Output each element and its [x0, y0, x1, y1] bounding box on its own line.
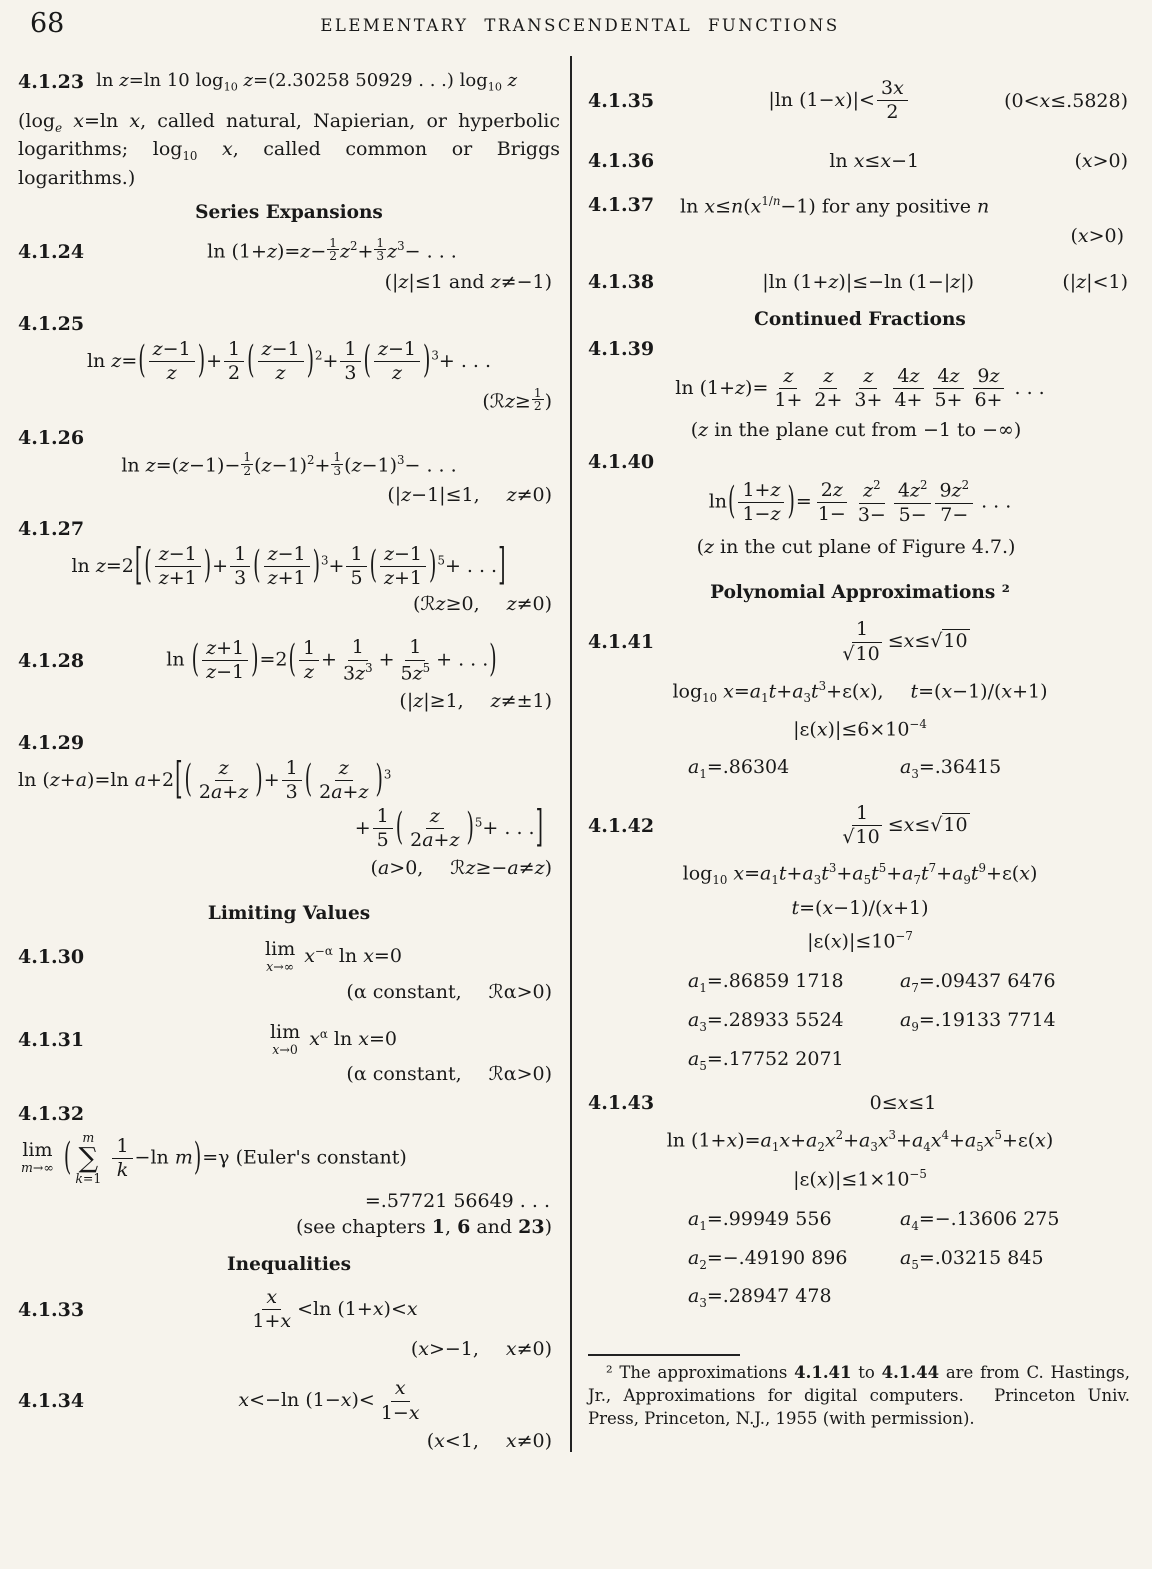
- equation-4-1-36: [588, 150, 1132, 172]
- equation-formula: lim x→0 $x^\alpha$ ln x=0: [269, 1020, 398, 1057]
- coefficient-row: [688, 1009, 1132, 1034]
- equation-error-bound: $|\varepsilon(x)|\le 1\times 10^{-5}$: [793, 1166, 927, 1190]
- equation-number: 4.1.38: [588, 270, 655, 293]
- coefficient-row: [688, 1048, 1132, 1073]
- running-title: ELEMENTARY TRANSCENDENTAL FUNCTIONS: [320, 16, 840, 35]
- coefficient: $a_7=.09437$ 6476: [900, 970, 1056, 995]
- column-right: [572, 56, 1142, 1452]
- footnote-rule: [588, 1354, 740, 1356]
- equation-number: 4.1.36: [588, 149, 655, 172]
- section-heading-continued-fractions: Continued Fractions: [754, 308, 966, 330]
- equation-number: 4.1.39: [588, 337, 655, 360]
- equation-4-1-34: [18, 1378, 560, 1452]
- equation-formula: $\log_{10} x=a_1t+a_3t^3+\varepsilon(x)$, t=(x−1)/(x+1): [672, 678, 1048, 705]
- equation-condition: (0<x≤.5828): [1004, 89, 1128, 112]
- footnote: ² The approximations 4.1.41 to 4.1.44 are from C. Hastings, Jr., Approximations for digital computers. Princeton Univ. Press, Princeton, N.J., 1955 (with permission).: [588, 1363, 1130, 1428]
- equation-row: [18, 1378, 560, 1424]
- equation-number: 4.1.29: [18, 732, 85, 755]
- equation-row: [18, 235, 560, 266]
- equation-row: [18, 1287, 560, 1333]
- coefficient-row: [688, 1285, 1132, 1310]
- equation-4-1-39: [588, 338, 1132, 442]
- section-heading-inequalities: Inequalities: [226, 1253, 352, 1275]
- coefficient: $a_3=.36415$: [900, 756, 1002, 782]
- equation-number: 4.1.28: [18, 649, 85, 672]
- equation-number: 4.1.23: [18, 70, 85, 93]
- equation-condition: (x>0): [1070, 224, 1124, 247]
- equation-4-1-23: [18, 70, 560, 94]
- equation-4-1-43: [588, 1092, 1132, 1310]
- equation-formula: ln z=( $\frac{z-1}{z}$ )+ $\frac{1}{2}$ ( $\frac{z-1}{z}$ )$^2$+ $\frac{1}{3}$ ( $\frac{z-1}{z}$ )$^3$+ . . .: [86, 338, 492, 385]
- equation-condition: (|z|≥1, z≠±1): [399, 690, 552, 713]
- equation-4-1-26: [18, 427, 560, 506]
- equation-row: [18, 1020, 560, 1057]
- equation-formula: ln x≤x−1: [829, 149, 920, 172]
- equation-formula: ln (z+a)=ln a+2[ ( $\frac{z}{2a+z}$ )+ $\frac{1}{3}$ ( $\frac{z}{2a+z}$ )$^3$: [18, 755, 392, 805]
- equation-range: $\frac{1}{√10}$ ≤x≤√10: [842, 802, 968, 849]
- equation-formula: x<−ln (1−x)< $\frac{x}{1-x}$: [238, 1377, 420, 1424]
- coefficient: $a_5=.03215$ 845: [900, 1246, 1044, 1272]
- equation-formula: ln( $\frac{1+z}{1-z}$ )= $\frac{2z}{1-}$ $\frac{z^2}{3-}$ $\frac{4z^2}{5-}$ $\frac{9z^2}{7-}$ . . .: [708, 478, 1012, 526]
- coefficient: [900, 1285, 1112, 1310]
- equation-condition: (|z|≤1 and z≠−1): [384, 271, 552, 294]
- equation-formula: ln z=ln 10 $\log_{10} z=(2.30258$ 50929 . . .) $\log_{10} z$: [96, 70, 518, 94]
- equation-formula: $\ln (1+x)=a_1x+a_2x^2+a_3x^3+a_4x^4+a_5x^5+\varepsilon(x)$: [666, 1128, 1054, 1155]
- equation-formula: $\ln x\le n(x^{1/n}-1)$ for any positive n: [680, 193, 990, 217]
- equation-condition: (x>0): [1074, 149, 1128, 172]
- equation-number: 4.1.30: [18, 946, 85, 969]
- section-heading-limiting-values: Limiting Values: [207, 903, 371, 925]
- coefficient: $a_1=.99949$ 556: [688, 1207, 832, 1233]
- equation-formula: ln ( $\frac{z+1}{z-1}$ )=2( $\frac{1}{z}$ + $\frac{1}{3z^3}$ + $\frac{1}{5z^5}$ + . . .): [166, 636, 497, 684]
- equation-error-bound: $|\varepsilon(x)|\le 6\times 10^{-4}$: [793, 716, 927, 741]
- equation-number: 4.1.37: [588, 194, 655, 217]
- equation-row: [588, 803, 1132, 849]
- equation-range: $\frac{1}{√10}$ ≤x≤√10: [842, 618, 968, 665]
- equation-condition: (ℛz≥0, z≠0): [412, 593, 552, 616]
- equation-formula: lim m→∞ ( m ∑ k=1 $\frac{1}{k}$ −ln m)=γ (Euler's constant): [21, 1129, 407, 1186]
- equation-row: [588, 194, 1132, 217]
- equation-4-1-42: [588, 803, 1132, 1072]
- equation-formula: $\frac{x}{1+x}$ <ln (1+x)<x: [252, 1285, 418, 1333]
- equation-number: 4.1.33: [18, 1298, 85, 1321]
- equation-formula: lim x→∞ $x^{-\alpha}$ ln x=0: [265, 938, 402, 975]
- equation-number: 4.1.43: [588, 1092, 655, 1115]
- equation-condition: (|z|<1): [1062, 270, 1128, 293]
- equation-4-1-24: [18, 235, 560, 294]
- equation-row: [18, 940, 560, 974]
- equation-condition: (see chapters 1, 6 and 23): [295, 1215, 552, 1238]
- equation-row: [18, 70, 560, 94]
- equation-row: [18, 637, 560, 684]
- equation-number: 4.1.40: [588, 451, 655, 474]
- equation-4-1-25: [18, 313, 560, 415]
- equation-4-1-27: [18, 518, 560, 616]
- equation-row: [588, 78, 1132, 124]
- equation-number: 4.1.24: [18, 240, 85, 263]
- equation-substitution: t=(x−1)/(x+1): [791, 896, 929, 919]
- coefficient: $a_1=.86859$ 1718: [688, 970, 844, 995]
- equation-4-1-40: [588, 451, 1132, 558]
- equation-formula: |ln (1+z)|≤−ln (1−|z|): [762, 270, 975, 293]
- column-left: [18, 56, 570, 1452]
- equation-number: 4.1.27: [18, 517, 85, 540]
- coefficient: $a_9=.19133$ 7714: [900, 1008, 1056, 1034]
- equation-4-1-28: [18, 637, 560, 712]
- equation-number: 4.1.41: [588, 631, 655, 654]
- equation-range: 0≤x≤1: [869, 1092, 937, 1115]
- equation-condition: (z in the plane cut from −1 to −∞): [690, 419, 1022, 442]
- equation-4-1-33: [18, 1287, 560, 1361]
- coefficient: $a_2=-.49190$ 896: [688, 1246, 848, 1272]
- equation-number: 4.1.42: [588, 814, 655, 837]
- equation-4-1-37: [588, 194, 1132, 247]
- equation-number: 4.1.34: [18, 1390, 85, 1413]
- equation-4-1-32: [18, 1103, 560, 1238]
- coefficient: [900, 1048, 1112, 1073]
- coefficient-row: [688, 970, 1132, 995]
- equation-condition: (z in the cut plane of Figure 4.7.): [696, 536, 1016, 559]
- equation-number: 4.1.32: [18, 1102, 85, 1125]
- coefficient: $a_5=.17752$ 2071: [688, 1047, 844, 1073]
- equation-4-1-30: [18, 940, 560, 1002]
- equation-row: [588, 1092, 1132, 1114]
- section-heading-polynomial-approximations: Polynomial Approximations ²: [710, 582, 1010, 604]
- equation-row: [588, 619, 1132, 665]
- coefficient: $a_4=-.13606$ 275: [900, 1207, 1060, 1233]
- coefficient: $a_3=.28933$ 5524: [688, 1008, 844, 1034]
- equation-condition: (a>0, ℛz≥−a≠z): [370, 857, 552, 880]
- equation-condition: (α constant, ℛα>0): [346, 1062, 552, 1085]
- equation-4-1-31: [18, 1020, 560, 1085]
- coefficient: $a_1=.86304$: [688, 756, 790, 782]
- equation-value: =.57721 56649 . . .: [364, 1189, 550, 1212]
- equation-error-bound: $|\varepsilon(x)|\le 10^{-7}$: [807, 928, 913, 953]
- equation-condition: (x>−1, x≠0): [410, 1338, 552, 1361]
- equation-number: 4.1.35: [588, 89, 655, 112]
- page-header-row: [18, 8, 1142, 46]
- two-column-layout: [18, 56, 1142, 1452]
- equation-formula: $\log_{10} x=a_1t+a_3t^3+a_5t^5+a_7t^7+a_9t^9+\varepsilon(x)$: [682, 860, 1038, 887]
- equation-condition: (ℛz≥ $\frac{1}{2}$ ): [482, 385, 552, 414]
- page-number: 68: [30, 8, 65, 39]
- equation-formula: ln (1+z)= $\frac{z}{1+}$ $\frac{z}{2+}$ $\frac{z}{3+}$ $\frac{4z}{4+}$ $\frac{4z}{5+}$ $\frac{9z}{6+}$ . . .: [675, 364, 1045, 412]
- equation-formula: ln (1+z)=z− $\frac{1}{2}$ $z^2+$ $\frac{1}{3}$ $z^3-$ . . .: [207, 235, 457, 264]
- equation-row: [588, 150, 1132, 172]
- equation-formula-continued: + $\frac{1}{5}$ ( $\frac{z}{2a+z}$ )$^5$+ . . .]: [354, 802, 543, 853]
- coefficient-row: [688, 756, 1132, 781]
- coefficient-row: [688, 1247, 1132, 1272]
- equation-number: 4.1.25: [18, 313, 85, 336]
- equation-condition: (x<1, x≠0): [426, 1430, 552, 1453]
- equation-4-1-41: [588, 619, 1132, 781]
- equation-formula: ln z=2[ ( $\frac{z-1}{z+1}$ )+ $\frac{1}{3}$ ( $\frac{z-1}{z+1}$ )$^3$+ $\frac{1}{5}$ ( $\frac{z-1}{z+1}$ )$^5$+ . . .]: [71, 540, 506, 591]
- coefficient-row: [688, 1208, 1132, 1233]
- coefficient: $a_3=.28947$ 478: [688, 1285, 832, 1311]
- equation-4-1-38: [588, 271, 1132, 293]
- equation-4-1-35: [588, 78, 1132, 124]
- equation-number: 4.1.31: [18, 1028, 85, 1051]
- intro-note: ($\log_e$ x=ln x, called natural, Napierian, or hyperbolic logarithms; $\log_{10} x$, called common or Briggs logarithms.): [18, 109, 560, 189]
- section-heading-series-expansions: Series Expansions: [195, 201, 383, 223]
- equation-4-1-29: [18, 732, 560, 879]
- equation-condition: (|z−1|≤1, z≠0): [387, 483, 552, 506]
- equation-row: [588, 271, 1132, 293]
- equation-formula: |ln (1−x)|< $\frac{3x}{2}$: [674, 78, 1004, 124]
- equation-number: 4.1.26: [18, 427, 85, 450]
- equation-formula: ln z=(z−1)− $\frac{1}{2}$ $(z-1)^2+$ $\frac{1}{3}$ $(z-1)^3-$ . . .: [121, 450, 457, 479]
- equation-condition: (α constant, ℛα>0): [346, 980, 552, 1003]
